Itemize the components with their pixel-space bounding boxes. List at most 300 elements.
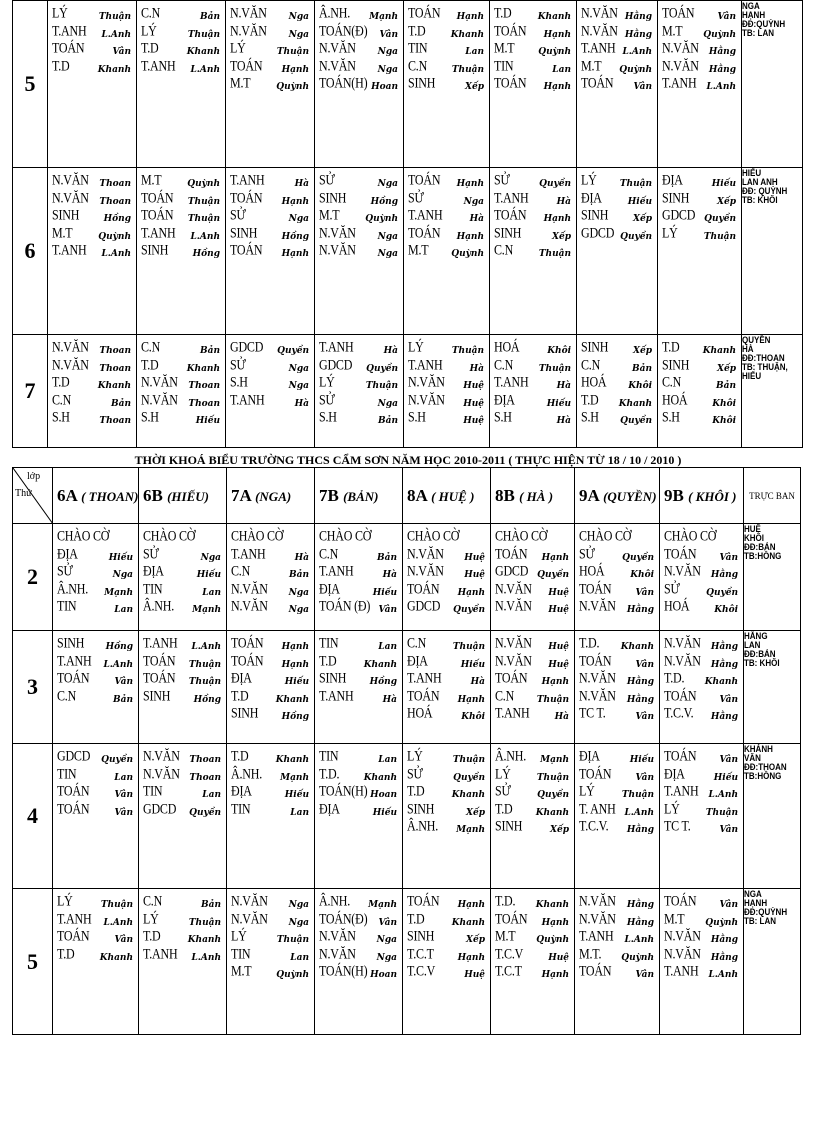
lesson-teacher: Nga [288, 12, 309, 22]
lesson-list [403, 889, 490, 983]
lesson [319, 73, 400, 95]
lesson-teacher: Hằng [624, 12, 652, 22]
class-code: 7A [231, 485, 251, 505]
lesson-subject: N.VĂN [407, 544, 444, 562]
lesson-subject: SỬ [57, 561, 73, 580]
lesson [408, 407, 486, 429]
lesson-subject: TOÁN [143, 668, 176, 687]
lesson-subject: TOÁN [230, 240, 263, 259]
lesson [581, 407, 654, 429]
lesson-teacher: Vân [635, 772, 654, 783]
lesson-subject: TOÁN [231, 651, 264, 669]
lesson-teacher: Lan [202, 587, 221, 598]
lesson-teacher: Khanh [451, 790, 485, 800]
class-cell [226, 335, 315, 448]
lesson-teacher: L.Anh [622, 47, 652, 57]
lesson-subject: Â.NH. [319, 3, 350, 22]
lesson-subject: T.D [495, 799, 513, 817]
lesson-subject: N.VĂN [579, 596, 616, 615]
lesson-list [490, 335, 576, 429]
lesson-teacher: Hà [383, 346, 398, 356]
class-cell [403, 631, 491, 744]
duty-line: HIẾU [742, 168, 762, 179]
class-cell [137, 335, 226, 448]
lesson-teacher: Vân [635, 587, 654, 598]
lesson-subject: S.H [230, 372, 248, 391]
lesson-subject: S.H [494, 407, 512, 426]
lesson-subject: T.ANH [141, 223, 176, 241]
lesson-teacher: Thuận [451, 64, 484, 75]
lesson-teacher: Hà [556, 381, 571, 391]
lesson-teacher: Bản [113, 694, 133, 705]
lesson-teacher: Hiếu [711, 179, 736, 189]
lesson-subject: SỬ [230, 355, 246, 373]
lesson-list [315, 168, 403, 262]
lesson-teacher: Hạnh [456, 231, 484, 242]
lesson-teacher: Hà [556, 196, 571, 207]
lesson-subject: T.D [52, 56, 70, 74]
lesson-list [227, 744, 314, 820]
class-code: 8A [407, 485, 427, 505]
lesson-subject: S.H [662, 407, 680, 426]
duty-line: TB:HỒNG [744, 551, 782, 562]
lesson-teacher: Khôi [461, 712, 485, 722]
lesson-teacher: Hà [469, 214, 484, 224]
homeroom-teacher: (HIẾU) [167, 488, 209, 504]
lesson-list [404, 335, 489, 429]
lesson-teacher: L.Anh [103, 659, 133, 670]
lesson-subject: T.D [231, 746, 249, 765]
lesson-subject: SINH [408, 73, 436, 92]
lesson-teacher: Bản [289, 570, 309, 580]
lesson [494, 240, 573, 262]
lesson-subject: N.VĂN [664, 926, 701, 945]
lesson-subject: SỬ [494, 170, 510, 189]
duty-line: NGA [744, 889, 762, 900]
lesson-subject: HOÁ [407, 703, 433, 722]
lesson-subject: TOÁN [141, 205, 174, 224]
duty-cell [744, 889, 801, 1035]
lesson-subject: T.ANH [664, 781, 699, 800]
class-cell [139, 631, 227, 744]
lesson-teacher: Hồng [370, 196, 398, 207]
duty-line: HẠNH [742, 10, 766, 21]
lesson-subject: C.N [494, 355, 514, 373]
lesson [57, 686, 135, 708]
lesson-list [48, 335, 136, 429]
lesson-subject: M.T [581, 56, 602, 74]
duty-line: ĐĐ: QUỲNH [742, 186, 788, 197]
lesson [664, 703, 740, 725]
lesson-teacher: Hồng [103, 214, 131, 224]
lesson-teacher: Hồng [192, 249, 220, 259]
lesson-teacher: Nga [288, 605, 309, 615]
lesson-teacher: Khanh [620, 642, 654, 652]
lesson-subject: TC T. [579, 703, 606, 722]
lesson-teacher: Quyền [622, 552, 654, 563]
lesson-subject: SỬ [319, 390, 335, 408]
lesson-list [137, 1, 225, 77]
lesson-teacher: Mạnh [368, 900, 397, 910]
lesson-teacher: Thoan [99, 346, 131, 356]
duty-line: TB: THUẬN, [742, 362, 788, 373]
class-cell [315, 1, 404, 168]
class-cell [577, 168, 658, 335]
lesson-teacher: Vân [635, 712, 654, 722]
lesson-subject: GDCD [319, 355, 353, 373]
lesson-teacher: Khanh [363, 772, 397, 783]
lesson-subject: N.VĂN [319, 944, 356, 962]
lesson-subject: T.ANH [662, 73, 697, 92]
lesson-list [403, 744, 490, 838]
lesson-teacher: Hà [556, 416, 571, 426]
lesson-teacher: Hằng [710, 659, 738, 670]
lesson-teacher: Hằng [626, 825, 654, 835]
duty-line: ĐĐ:QUỲNH [742, 19, 786, 30]
lesson-teacher: Quỳnh [538, 47, 571, 57]
lesson-subject: T.ANH [52, 240, 87, 259]
lesson-teacher: Huệ [463, 398, 484, 409]
lesson [52, 407, 133, 429]
lesson-subject: N.VĂN [408, 390, 445, 408]
day-number: 2 [13, 524, 53, 631]
class-header-8b [491, 468, 575, 524]
lesson-teacher: Xếp [464, 82, 484, 92]
duty-line: ĐĐ:THOAN [742, 353, 785, 364]
lesson-list [658, 168, 741, 244]
lesson-subject: T.D [141, 355, 159, 373]
lesson-subject: SINH [319, 668, 347, 687]
lesson-subject: M.T [319, 205, 340, 224]
lesson-subject: N.VĂN [662, 38, 699, 57]
lesson-subject: TIN [57, 764, 77, 782]
lesson-teacher: Hằng [710, 712, 738, 722]
lesson [664, 596, 740, 618]
class-code: 6A [57, 485, 77, 505]
lesson-teacher: Lan [290, 807, 309, 818]
lesson-teacher: Vân [378, 917, 397, 928]
class-cell [139, 524, 227, 631]
lesson-list [137, 168, 225, 262]
lesson-teacher: Quyền [101, 755, 133, 765]
lesson-list [226, 1, 314, 95]
lesson [319, 686, 399, 708]
lesson-list [491, 631, 574, 725]
lesson-subject: N.VĂN [231, 891, 268, 910]
lesson-teacher: Hằng [710, 570, 738, 580]
lesson-teacher: Mạnh [369, 12, 398, 22]
lesson-teacher: Hiếu [284, 790, 309, 800]
lesson-teacher: Vân [378, 605, 397, 615]
lesson-subject: T.D. [664, 668, 685, 687]
lesson-subject: T.D [494, 3, 512, 22]
lesson [662, 223, 738, 245]
class-cell [403, 889, 491, 1035]
lesson-subject: N.VĂN [231, 909, 268, 927]
lesson-teacher: Thuận [536, 694, 569, 705]
duty-line: HIẾU [742, 371, 762, 382]
lesson [662, 73, 738, 95]
duty-line: HUỆ [744, 524, 761, 535]
lesson-teacher: L.Anh [101, 29, 131, 40]
class-cell [404, 335, 490, 448]
duty-cell [744, 631, 801, 744]
lesson-teacher: Khanh [275, 755, 309, 765]
lesson-subject: M.T [662, 21, 683, 39]
lesson-teacher: Bản [632, 363, 652, 374]
lesson-teacher: Thuận [538, 249, 571, 259]
lesson-subject: SINH [230, 223, 258, 241]
lesson-subject: T.ANH [579, 926, 614, 945]
lesson-list [139, 524, 226, 618]
lesson-list [48, 168, 136, 262]
lesson-subject: Â.NH. [407, 816, 438, 835]
lesson [495, 961, 571, 983]
header-corner [13, 468, 53, 524]
duty-line: NGA [742, 1, 760, 12]
lesson-teacher: Xếp [465, 807, 485, 818]
duty-line: ĐĐ:THOAN [744, 762, 787, 773]
lesson-teacher: Thuận [705, 807, 738, 818]
lesson-subject: TOÁN [57, 799, 90, 817]
lesson-teacher: Thuận [100, 900, 133, 910]
class-cell [490, 335, 577, 448]
lesson-teacher: Khanh [275, 694, 309, 705]
lesson-teacher: Quyền [453, 772, 485, 783]
lesson-subject: C.N [408, 56, 428, 74]
lesson-teacher: Hạnh [281, 642, 309, 652]
lesson [662, 407, 738, 429]
duty-line: HẰNG [744, 631, 768, 642]
class-cell [404, 168, 490, 335]
lesson [143, 944, 223, 966]
lesson-teacher: Nga [376, 935, 397, 945]
lesson-teacher: Thoan [189, 755, 221, 765]
class-cell [491, 744, 575, 889]
lesson-subject: N.VĂN [52, 170, 89, 189]
lesson-teacher: Huệ [464, 970, 485, 980]
lesson-teacher: Khanh [618, 398, 652, 409]
lesson-subject: T.ANH [407, 668, 442, 687]
lesson-subject: TOÁN [579, 961, 612, 980]
class-code: 7B [319, 485, 339, 505]
lesson-subject: T.D [581, 390, 599, 408]
lesson-teacher: Hà [382, 570, 397, 580]
lesson-teacher: Huệ [463, 416, 484, 426]
lesson-teacher: Hà [294, 398, 309, 409]
lesson-subject: T.ANH [143, 633, 178, 652]
lesson-teacher: L.Anh [190, 64, 220, 75]
class-cell [660, 524, 744, 631]
lesson-subject: T.D [407, 909, 425, 927]
lesson-subject: GDCD [495, 561, 529, 580]
lesson-list [48, 1, 136, 77]
lesson-subject: TOÁN [57, 926, 90, 945]
lesson [319, 799, 399, 821]
lesson-teacher: Hiếu [195, 416, 220, 426]
lesson [319, 596, 399, 618]
lesson-subject: S.H [581, 407, 599, 426]
lesson-teacher: Thuận [452, 755, 485, 765]
lesson-subject: N.VĂN [141, 372, 178, 391]
lesson-subject: C.N [662, 372, 682, 391]
lesson-subject: ĐỊA [57, 544, 78, 562]
class-cell [137, 1, 226, 168]
class-cell [227, 744, 315, 889]
lesson-subject: Â.NH. [57, 579, 88, 597]
duty-line: QUYỀN [742, 335, 771, 346]
lesson-teacher: Thuận [452, 642, 485, 652]
lesson-subject: GDCD [143, 799, 177, 817]
lesson-teacher: Khôi [712, 398, 736, 409]
lesson-subject: LÝ [664, 799, 680, 817]
lesson-subject: TC T. [664, 816, 691, 835]
lesson-subject: HOÁ [662, 390, 688, 408]
lesson-teacher: Hằng [624, 29, 652, 40]
lesson [407, 596, 487, 618]
lesson-teacher: Quyền [704, 214, 736, 224]
lesson-subject: TIN [57, 596, 77, 615]
lesson-subject: T.ANH [494, 188, 529, 206]
lesson-subject: N.VĂN [52, 188, 89, 206]
lesson-teacher: Vân [719, 694, 738, 705]
lesson-teacher: Hà [294, 179, 309, 189]
lesson [143, 686, 223, 708]
lesson-teacher: L.Anh [103, 917, 133, 928]
lesson-list [226, 335, 314, 411]
lesson-subject: TOÁN [141, 188, 174, 206]
lesson-subject: HOÁ [494, 337, 520, 356]
lesson-subject: C.N [581, 355, 601, 373]
day-number: 7 [13, 335, 48, 448]
lesson-subject: TIN [143, 781, 163, 800]
lesson-teacher: Nga [288, 917, 309, 928]
class-cell [575, 631, 660, 744]
class-cell [48, 335, 137, 448]
lesson-subject: T.C.V [407, 961, 436, 980]
lesson-teacher: Nga [377, 47, 398, 57]
lesson [407, 703, 487, 725]
lesson-teacher: L.Anh [191, 642, 221, 652]
lesson-list [315, 631, 402, 707]
lesson-teacher: Nga [288, 381, 309, 391]
lesson-subject: TIN [231, 799, 251, 817]
lesson-subject: TOÁN [407, 579, 440, 597]
lesson-teacher: Khanh [187, 935, 221, 945]
col-label: lớp [27, 471, 41, 482]
lesson-teacher: Lan [202, 790, 221, 800]
lesson-teacher: Khanh [97, 381, 131, 391]
lesson-teacher: Vân [379, 29, 398, 40]
lesson-teacher: Mạnh [456, 825, 485, 835]
lesson-teacher: Hiếu [627, 196, 652, 207]
lesson-teacher: Hạnh [541, 917, 569, 928]
lesson-list [315, 889, 402, 983]
lesson-teacher: Quỳnh [365, 214, 398, 224]
lesson-teacher: L.Anh [624, 935, 654, 945]
class-code: 6B [143, 485, 163, 505]
lesson-teacher: Vân [633, 82, 652, 92]
lesson-teacher: Thuận [187, 29, 220, 40]
lesson-subject: T.C.V. [664, 703, 694, 722]
lesson-list [53, 631, 138, 707]
lesson-teacher: Khôi [547, 346, 571, 356]
class-cell [658, 168, 742, 335]
lesson-teacher: Hà [470, 677, 485, 687]
lesson-subject: T.D. [495, 891, 516, 910]
lesson-teacher: Xếp [716, 196, 736, 207]
lesson [408, 240, 486, 262]
lesson-teacher: Thuận [619, 179, 652, 189]
lesson-teacher: Khôi [714, 605, 738, 615]
lesson-teacher: Quỳnh [276, 82, 309, 92]
lesson-teacher: Quỳnh [703, 29, 736, 40]
class-cell [575, 744, 660, 889]
day-number: 4 [13, 744, 53, 889]
duty-cell [742, 168, 803, 335]
lesson-teacher: Bản [377, 552, 397, 563]
lesson-subject: CHÀO CỜ [231, 526, 284, 545]
lesson-teacher: Hằng [626, 677, 654, 687]
lesson-subject: TOÁN(Đ) [319, 21, 368, 39]
lesson-subject: T.D [143, 926, 161, 945]
lesson-subject: T.ANH [231, 544, 266, 562]
duty-cell [742, 1, 803, 168]
lesson-teacher: Nga [288, 900, 309, 910]
lesson-subject: GDCD [662, 205, 696, 224]
lesson-subject: CHÀO CỜ [664, 526, 717, 545]
class-cell [227, 631, 315, 744]
lesson-subject: LÝ [231, 926, 247, 945]
lesson-teacher: Hồng [281, 231, 309, 242]
lesson [57, 799, 135, 821]
lesson-list [491, 744, 574, 838]
class-cell [226, 168, 315, 335]
lesson-teacher: Thuận [536, 772, 569, 783]
lesson-subject: TOÁN [495, 909, 528, 927]
lesson-teacher: Huệ [464, 570, 485, 580]
lesson-subject: TOÁN [230, 188, 263, 206]
lesson-teacher: Xếp [465, 935, 485, 945]
lesson-subject: C.N [52, 390, 72, 408]
lesson-subject: LÝ [319, 372, 335, 391]
lesson-teacher: Hạnh [456, 12, 484, 22]
lesson-subject: TOÁN [579, 651, 612, 669]
lesson-subject: T.ANH [230, 390, 265, 408]
lesson-subject: LÝ [579, 781, 595, 800]
lesson-list [403, 631, 490, 725]
lesson-subject: N.VĂN [579, 891, 616, 910]
lesson-list [315, 1, 403, 95]
lesson [494, 73, 573, 95]
schedule-title: THỜI KHOÁ BIỂU TRƯỜNG THCS CẨM SƠN NĂM HỌC 2010-2011 ( THỰC HIỆN TỪ 18 / 10 / 2010 ) [134, 453, 682, 467]
lesson-subject: LÝ [407, 746, 423, 765]
lesson-subject: N.VĂN [143, 746, 180, 765]
lesson-teacher: Nga [288, 214, 309, 224]
lesson [143, 799, 223, 821]
lesson-list [53, 889, 138, 965]
lesson-subject: S.H [319, 407, 337, 426]
lesson-subject: N.VĂN [230, 3, 267, 22]
lesson-subject: N.VĂN [662, 56, 699, 74]
lesson-teacher: Bản [201, 900, 221, 910]
duty-line: ĐĐ:BẢN [744, 649, 776, 660]
lesson-subject: N.VĂN [319, 240, 356, 259]
lesson-list [139, 744, 226, 820]
lesson-teacher: L.Anh [190, 231, 220, 242]
lesson-subject: T.D [231, 686, 249, 704]
class-header-9a [575, 468, 660, 524]
